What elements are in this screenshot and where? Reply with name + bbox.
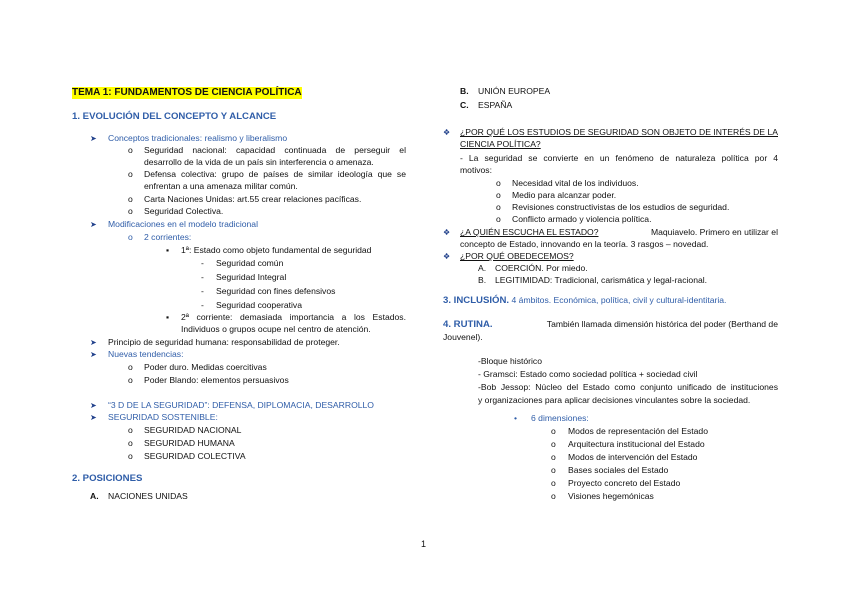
circle-bullet-icon: o (128, 438, 133, 448)
conceptos-heading: Conceptos tradicionales: realismo y liberalismo (108, 133, 288, 143)
seis-dimensiones-heading: 6 dimensiones: (531, 413, 589, 423)
circle-bullet-icon: o (128, 169, 133, 179)
dash-bullet-icon: - (201, 300, 204, 310)
question-2-body: concepto de Estado, innovando en la teoría. 3 rasgos – novedad. (460, 239, 709, 249)
circle-bullet-icon: o (128, 362, 133, 372)
circle-bullet-icon: o (551, 465, 556, 475)
jessop-line: -Bob Jessop: Núcleo del Estado como conjunto unificado de instituciones (478, 382, 778, 392)
circle-bullet-icon: o (551, 426, 556, 436)
circle-bullet-icon: o (551, 452, 556, 462)
dimension-item: Modos de intervención del Estado (568, 452, 698, 462)
dash-bullet-icon: - (201, 286, 204, 296)
square-bullet-icon: ▪ (166, 245, 170, 255)
question-3-heading: ¿POR QUÉ OBEDECEMOS? (460, 251, 574, 261)
carta-line: Carta Naciones Unidas: art.55 crear relaciones pacíficas. (144, 194, 362, 204)
c1-item: Seguridad con fines defensivos (216, 286, 336, 296)
motivo-item: Medio para alcanzar poder. (512, 190, 617, 200)
circle-bullet-icon: o (551, 478, 556, 488)
question-1-line-2: CIENCIA POLÍTICA? (460, 139, 541, 149)
question-1-line: ¿POR QUÉ LOS ESTUDIOS DE SEGURIDAD SON OBJETO DE INTERÉS DE LA (460, 127, 778, 137)
section-4-body: También llamada dimensión histórica del poder (Berthand de (546, 319, 778, 329)
sostenible-item: SEGURIDAD HUMANA (144, 438, 235, 448)
jessop-line-2: y organizaciones para aplicar decisiones vinculantes sobre la sociedad. (478, 395, 751, 405)
seguridad-nacional-line-2: desarrollo de la vida de un país sin interferencia o amenaza. (144, 157, 374, 167)
dimension-item: Visiones hegemónicas (568, 491, 654, 501)
section-1-heading: 1. EVOLUCIÓN DEL CONCEPTO Y ALCANCE (72, 111, 277, 122)
circle-bullet-icon: o (551, 491, 556, 501)
gramsci-line: - Gramsci: Estado como sociedad política + sociedad civil (478, 369, 698, 379)
circle-bullet-icon: o (128, 145, 133, 155)
dot-bullet-icon: • (514, 413, 518, 423)
question-2-text: ¿A QUIÉN ESCUCHA EL ESTADO? (460, 227, 599, 237)
question-2-rest: Maquiavelo. Primero en utilizar el (650, 227, 778, 237)
dash-bullet-icon: - (201, 272, 204, 282)
section-3-line (443, 295, 726, 306)
circle-bullet-icon: o (128, 375, 133, 385)
section-4-heading: 4. RUTINA. (443, 319, 493, 330)
dimension-item: Bases sociales del Estado (568, 465, 669, 475)
defensa-colectiva-line: Defensa colectiva: grupo de países de similar ideología que se (144, 169, 406, 179)
page-title: TEMA 1: FUNDAMENTOS DE CIENCIA POLÍTICA (72, 87, 302, 98)
sostenible-item: SEGURIDAD COLECTIVA (144, 451, 246, 461)
circle-bullet-icon: o (128, 194, 133, 204)
nuevas-tendencias-heading: Nuevas tendencias: (108, 349, 184, 359)
circle-bullet-icon: o (551, 439, 556, 449)
section-3-heading: 3. INCLUSIÓN. (443, 295, 510, 306)
list-label-a: A. (478, 263, 487, 273)
arrow-bullet-icon: ➤ (90, 401, 97, 410)
circle-bullet-icon: o (128, 206, 133, 216)
question-1-body-2: motivos: (460, 165, 492, 175)
arrow-bullet-icon: ➤ (90, 134, 97, 143)
question-1-body: - La seguridad se convierte en un fenómeno de naturaleza política por 4 (460, 153, 778, 163)
seguridad-colectiva-line: Seguridad Colectiva. (144, 206, 224, 216)
dimension-item: Arquitectura institucional del Estado (568, 439, 705, 449)
list-label-c: C. (460, 100, 469, 110)
c1-item: Seguridad común (216, 258, 284, 268)
c1-item: Seguridad cooperativa (216, 300, 302, 310)
section-4-body-2: Jouvenel). (443, 332, 483, 342)
dos-corrientes-heading: 2 corrientes: (144, 232, 192, 242)
tres-d-heading: “3 D DE LA SEGURIDAD”: DEFENSA, DIPLOMACIA, DESARROLLO (108, 400, 374, 410)
section-4-line (443, 319, 778, 330)
espana-item: ESPAÑA (478, 100, 513, 110)
page-number: 1 (421, 539, 427, 549)
defensa-colectiva-line-2: enfrentan a una amenaza militar común. (144, 181, 298, 191)
section-2-heading: 2. POSICIONES (72, 473, 143, 484)
bloque-historico-line: -Bloque histórico (478, 356, 543, 366)
union-europea-item: UNIÓN EUROPEA (478, 86, 551, 96)
dimension-item: Modos de representación del Estado (568, 426, 708, 436)
section-3-body: 4 ámbitos. Económica, política, civil y cultural-identitaria. (509, 295, 727, 305)
arrow-bullet-icon: ➤ (90, 413, 97, 422)
circle-bullet-icon: o (128, 425, 133, 435)
sostenible-item: SEGURIDAD NACIONAL (144, 425, 242, 435)
diamond-bullet-icon: ❖ (443, 128, 451, 137)
principio-line: Principio de seguridad humana: responsabilidad de proteger. (108, 337, 340, 347)
poder-blando-line: Poder Blando: elementos persuasivos (144, 375, 289, 385)
arrow-bullet-icon: ➤ (90, 220, 97, 229)
corriente-2-line: 2ª corriente: demasiada importancia a los Estados. (181, 312, 406, 322)
circle-bullet-icon: o (496, 202, 501, 212)
corriente-1-line: 1ª: Estado como objeto fundamental de seguridad (181, 245, 372, 255)
question-2-line (460, 227, 778, 238)
circle-bullet-icon: o (128, 232, 133, 242)
corriente-2-line-2: Individuos o grupos ocupe nel centro de atención. (181, 324, 371, 334)
diamond-bullet-icon: ❖ (443, 252, 451, 261)
arrow-bullet-icon: ➤ (90, 350, 97, 359)
legitimidad-item: LEGITIMIDAD: Tradicional, carismática y legal-racional. (495, 275, 708, 285)
diamond-bullet-icon: ❖ (443, 228, 451, 237)
circle-bullet-icon: o (496, 214, 501, 224)
motivo-item: Revisiones constructivistas de los estudios de seguridad. (512, 202, 730, 212)
square-bullet-icon: ▪ (166, 312, 170, 322)
list-label-b: B. (478, 275, 487, 285)
dash-bullet-icon: - (201, 258, 204, 268)
naciones-unidas-item: NACIONES UNIDAS (108, 491, 188, 501)
circle-bullet-icon: o (496, 190, 501, 200)
coercion-item: COERCIÓN. Por miedo. (495, 263, 588, 273)
circle-bullet-icon: o (128, 451, 133, 461)
seguridad-nacional-line: Seguridad nacional: capacidad continuada de perseguir el (144, 145, 406, 155)
circle-bullet-icon: o (496, 178, 501, 188)
poder-duro-line: Poder duro. Medidas coercitivas (144, 362, 267, 372)
arrow-bullet-icon: ➤ (90, 338, 97, 347)
modificaciones-heading: Modificaciones en el modelo tradicional (108, 219, 258, 229)
list-label-b: B. (460, 86, 469, 96)
seguridad-sostenible-heading: SEGURIDAD SOSTENIBLE: (108, 412, 218, 422)
list-label-a: A. (90, 491, 99, 501)
motivo-item: Conflicto armado y violencia política. (512, 214, 652, 224)
motivo-item: Necesidad vital de los individuos. (512, 178, 639, 188)
c1-item: Seguridad Integral (216, 272, 287, 282)
dimension-item: Proyecto concreto del Estado (568, 478, 681, 488)
